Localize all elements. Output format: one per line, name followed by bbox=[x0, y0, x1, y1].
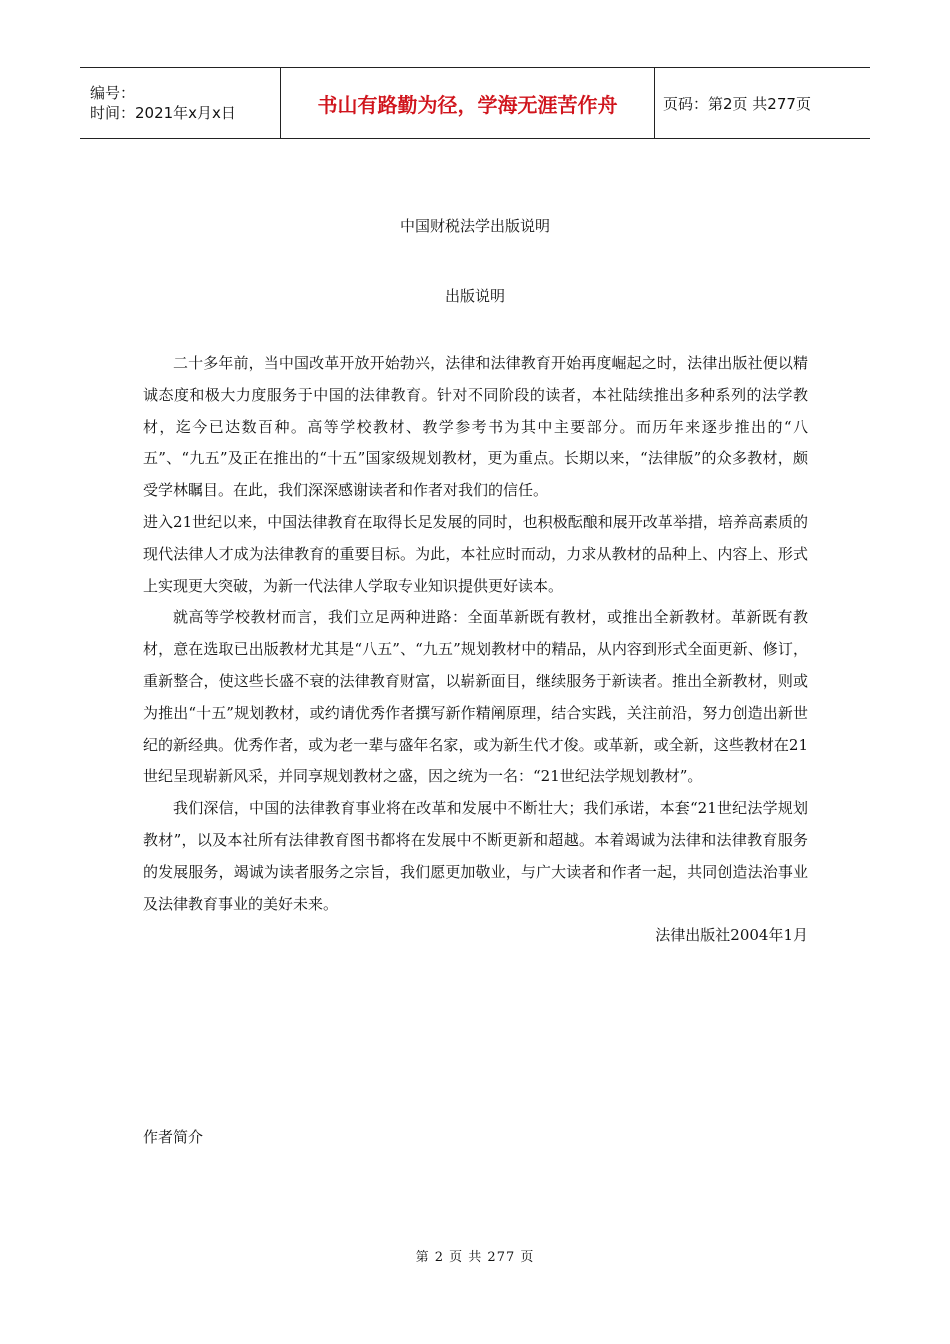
page-footer: 第 2 页 共 277 页 bbox=[415, 1250, 535, 1265]
document-title: 中国财税法学出版说明 bbox=[399, 217, 550, 235]
number-label: 编号： bbox=[90, 84, 136, 102]
paragraph: 进入21世纪以来，中国法律教育在取得长足发展的同时，也积极酝酿和展开改革举措，培养高素质的现代法律人才成为法律教育的重要目标。为此，本社应时而动，力求从教材的品种上、内容上、形式上实现更大突破，为新一代法律人学取专业知识提供更好读本。 bbox=[143, 512, 808, 595]
section-heading: 作者简介 bbox=[143, 1128, 204, 1146]
paragraph: 就高等学校教材而言，我们立足两种进路：全面革新既有教材，或推出全新教材。革新既有教材，意在选取已出版教材尤其是“八五”、“九五”规划教材中的精品，从内容到形式全面更新、修订，重新整合，使这些长盛不衰的法律教育财富，以崭新面目，继续服务于新读者。推出全新教材，则或为推出“十五”规划教材，或约请优秀作者撰写新作精阐原理，结合实践，关注前沿，努力创造出新世纪的新经典。优秀作者，或为老一辈与盛年名家，或为新生代才俊。或革新，或全新，这些教材在21世纪呈现崭新风采，并同享规划教材之盛，因之统为一名：“21世纪法学规划教材”。 bbox=[143, 608, 808, 786]
signoff: 法律出版社2004年1月 bbox=[655, 926, 808, 945]
document-body bbox=[143, 348, 808, 952]
paragraph: 我们深信，中国的法律教育事业将在改革和发展中不断壮大；我们承诺，本套“21世纪法学规划教材”，以及本社所有法律教育图书都将在发展中不断更新和超越。本着竭诚为法律和法律教育服务的发展服务，竭诚为读者服务之宗旨，我们愿更加敬业，与广大读者和作者一起，共同创造法治事业及法律教育事业的美好未来。 bbox=[143, 799, 808, 913]
document-subtitle: 出版说明 bbox=[444, 287, 505, 305]
paragraph: 二十多年前，当中国改革开放开始勃兴，法律和法律教育开始再度崛起之时，法律出版社便以精诚态度和极大力度服务于中国的法律教育。针对不同阶段的读者，本社陆续推出多种系列的法学教材，迄今已达数百种。高等学校教材、教学参考书为其中主要部分。而历年来逐步推出的“八五”、“九五”及正在推出的“十五”国家级规划教材，更为重点。长期以来，“法律版”的众多教材，颇受学林瞩目。在此，我们深深感谢读者和作者对我们的信任。 bbox=[143, 354, 808, 500]
header-meta bbox=[80, 68, 281, 138]
header-motto: 书山有路勤为径，学海无涯苦作舟 bbox=[281, 68, 655, 138]
date-label: 时间：2021年x月x日 bbox=[90, 104, 236, 122]
page-header bbox=[80, 67, 870, 139]
header-page-info: 页码：第2页 共277页 bbox=[663, 94, 811, 113]
